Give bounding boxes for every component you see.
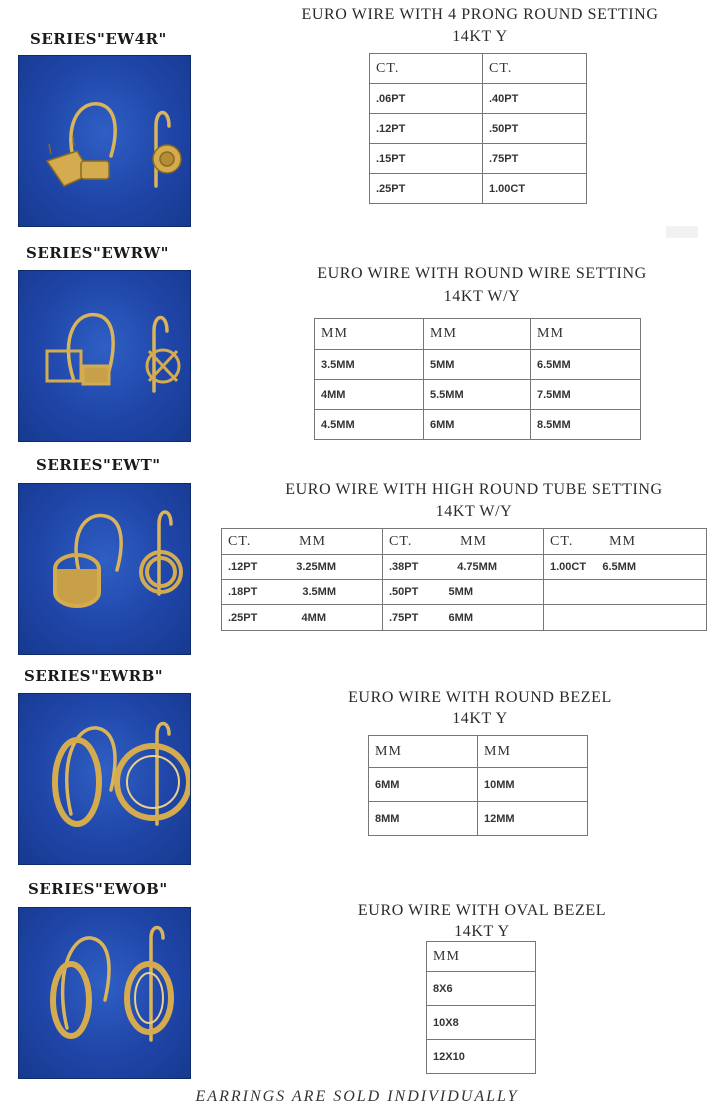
table-cell — [544, 605, 707, 631]
cell-mm: 6MM — [448, 611, 473, 624]
table-cell: 8.5MM — [531, 410, 641, 440]
table-cell — [383, 605, 544, 631]
cell-mm: 4MM — [301, 611, 326, 624]
table-cell: .06PT — [370, 84, 483, 114]
header-mm: MM — [460, 533, 487, 549]
table-header — [383, 529, 544, 555]
table-cell: 12MM — [478, 802, 588, 836]
footer-note: EARRINGS ARE SOLD INDIVIDUALLY — [195, 1088, 519, 1105]
table-header — [222, 529, 383, 555]
earring-photo-round-bezel — [18, 693, 191, 865]
table-cell: 6MM — [369, 768, 478, 802]
table-cell: .12PT — [370, 114, 483, 144]
table-cell: 6.5MM — [531, 350, 641, 380]
cell-ct: .25PT — [228, 611, 258, 624]
header-ct: CT. — [389, 533, 413, 549]
table-header: CT. — [370, 54, 483, 84]
series-label-ew4r: SERIES"EW4R" — [30, 30, 167, 48]
cell-ct: 1.00CT — [550, 561, 587, 573]
cell-ct: .18PT — [228, 586, 258, 598]
table-cell — [222, 555, 383, 580]
size-table-ewob — [426, 941, 536, 1074]
section-title-ew4r: EURO WIRE WITH 4 PRONG ROUND SETTING — [301, 6, 659, 23]
cell-mm: 3.25MM — [296, 561, 336, 573]
header-ct: CT. — [228, 533, 252, 549]
table-cell: 4.5MM — [315, 410, 424, 440]
table-cell — [544, 580, 707, 605]
table-cell: .75PT — [483, 144, 587, 174]
table-cell: 5.5MM — [424, 380, 531, 410]
earring-photo-prong — [18, 55, 191, 227]
section-title-ewt: EURO WIRE WITH HIGH ROUND TUBE SETTING — [285, 481, 663, 498]
table-header: MM — [369, 736, 478, 768]
series-label-ewt: SERIES"EWT" — [36, 456, 161, 474]
section-title-ewrb: EURO WIRE WITH ROUND BEZEL — [348, 689, 612, 706]
section-metal-ewrw: 14KT W/Y — [443, 288, 521, 305]
table-cell: 8MM — [369, 802, 478, 836]
table-header: MM — [478, 736, 588, 768]
cell-ct: .12PT — [228, 561, 258, 573]
table-header: MM — [427, 942, 536, 972]
header-mm: MM — [299, 533, 326, 549]
divider-mark — [666, 226, 698, 238]
section-metal-ewt: 14KT W/Y — [435, 503, 513, 520]
table-cell: 3.5MM — [315, 350, 424, 380]
table-cell: .15PT — [370, 144, 483, 174]
earring-photo-oval-bezel — [18, 907, 191, 1079]
table-cell: 7.5MM — [531, 380, 641, 410]
earring-photo-wire — [18, 270, 191, 442]
header-mm: MM — [609, 533, 636, 549]
table-cell — [383, 555, 544, 580]
section-metal-ewob: 14KT Y — [454, 923, 510, 940]
table-cell: 1.00CT — [483, 174, 587, 204]
series-label-ewrw: SERIES"EWRW" — [26, 244, 169, 262]
table-cell: 5MM — [424, 350, 531, 380]
size-table-ewt — [221, 528, 707, 631]
earring-photo-tube — [18, 483, 191, 655]
table-cell: 6MM — [424, 410, 531, 440]
size-table-ew4r — [369, 53, 587, 204]
table-header: MM — [531, 319, 641, 350]
table-cell: .40PT — [483, 84, 587, 114]
cell-mm: 4.75MM — [457, 561, 497, 573]
series-label-ewob: SERIES"EWOB" — [28, 880, 168, 898]
cell-mm: 3.5MM — [302, 586, 336, 598]
cell-mm: 6.5MM — [602, 561, 636, 573]
section-metal-ew4r: 14KT Y — [452, 28, 508, 45]
table-cell — [544, 555, 707, 580]
table-cell: .50PT — [483, 114, 587, 144]
table-header: CT. — [483, 54, 587, 84]
table-cell: 10MM — [478, 768, 588, 802]
section-metal-ewrb: 14KT Y — [452, 710, 508, 727]
table-header: MM — [315, 319, 424, 350]
table-cell: 10X8 — [427, 1006, 536, 1040]
cell-ct: .50PT — [389, 586, 419, 598]
series-label-ewrb: SERIES"EWRB" — [24, 667, 164, 685]
size-table-ewrw — [314, 318, 641, 440]
section-title-ewrw: EURO WIRE WITH ROUND WIRE SETTING — [317, 265, 647, 282]
table-cell: 4MM — [315, 380, 424, 410]
cell-ct: .75PT — [389, 611, 419, 624]
table-header: MM — [424, 319, 531, 350]
section-title-ewob: EURO WIRE WITH OVAL BEZEL — [357, 902, 607, 919]
header-ct: CT. — [550, 533, 574, 549]
cell-ct: .38PT — [389, 561, 419, 573]
table-cell — [222, 605, 383, 631]
table-cell: .25PT — [370, 174, 483, 204]
table-cell — [383, 580, 544, 605]
cell-mm: 5MM — [448, 586, 473, 598]
table-header — [544, 529, 707, 555]
table-cell: 12X10 — [427, 1040, 536, 1074]
table-cell: 8X6 — [427, 972, 536, 1006]
table-cell — [222, 580, 383, 605]
size-table-ewrb — [368, 735, 588, 836]
